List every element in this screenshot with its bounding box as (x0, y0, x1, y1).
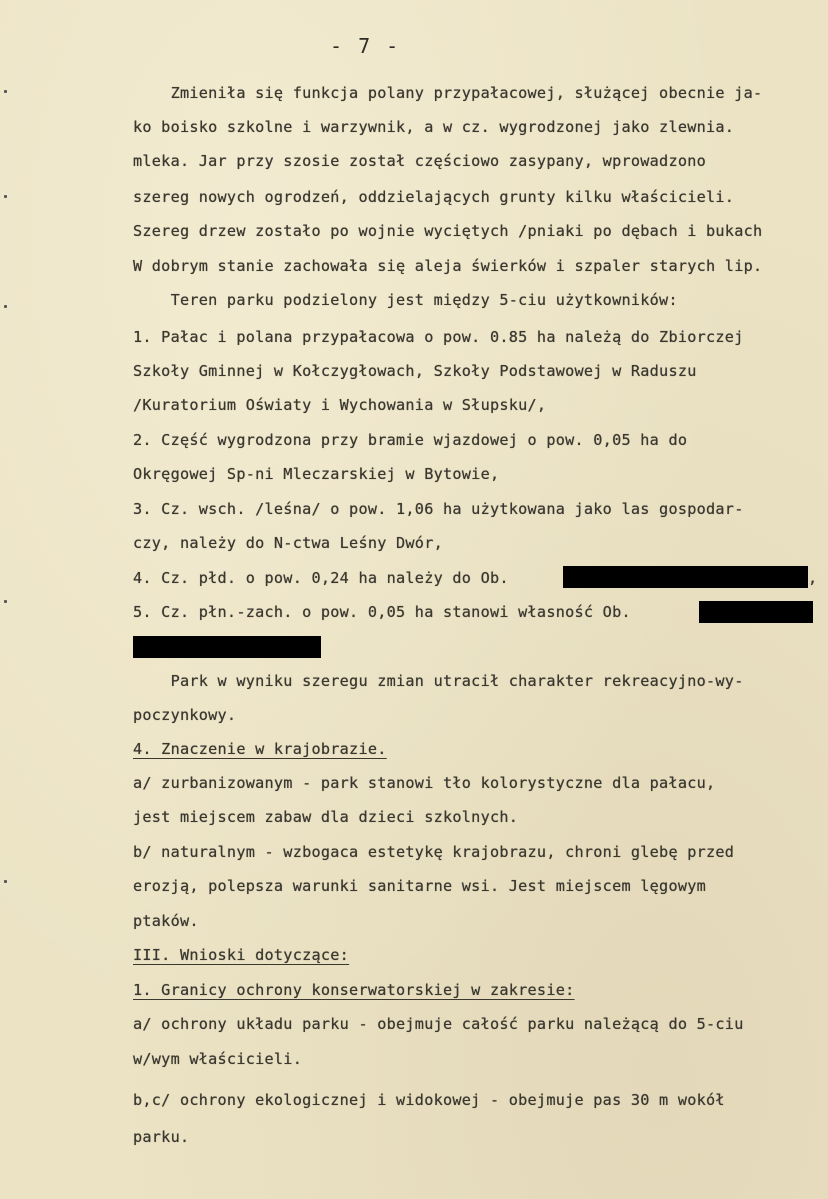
margin-mark (4, 90, 7, 93)
redaction-bar (699, 601, 813, 623)
margin-mark (4, 305, 7, 308)
text-line: ko boisko szkolne i warzywnik, a w cz. wygrodzonej jako zlewnia. (133, 118, 735, 136)
text-line: /Kuratorium Oświaty i Wychowania w Słupsku/, (133, 396, 547, 414)
text-line: a/ zurbanizowanym - park stanowi tło kolorystyczne dla pałacu, (133, 774, 716, 792)
list-item-5: 5. Cz. płn.-zach. o pow. 0,05 ha stanowi własność Ob. (133, 603, 631, 621)
list-item-1: 1. Pałac i polana przypałacowa o pow. 0.85 ha należą do Zbiorczej (133, 328, 744, 346)
list-item-2: 2. Część wygrodzona przy bramie wjazdowej o pow. 0,05 ha do (133, 431, 688, 449)
redaction-bar (563, 566, 808, 588)
text-line: ptaków. (133, 912, 199, 930)
subsection-heading: 1. Granicy ochrony konserwatorskiej w zakresie: (133, 981, 575, 999)
text-line: parku. (133, 1128, 190, 1146)
text-line: jest miejscem zabaw dla dzieci szkolnych. (133, 808, 519, 826)
text-line: Zmieniła się funkcja polany przypałacowej, służącej obecnie ja- (133, 84, 763, 102)
text-line: czy, należy do N-ctwa Leśny Dwór, (133, 534, 443, 552)
margin-mark (4, 600, 7, 603)
margin-mark (4, 195, 7, 198)
list-item-4: 4. Cz. płd. o pow. 0,24 ha należy do Ob. (133, 569, 509, 587)
text-line: w/wym właścicieli. (133, 1050, 303, 1068)
text-line: Szkoły Gminnej w Kołczygłowach, Szkoły Podstawowej w Raduszu (133, 362, 697, 380)
section-heading: 4. Znaczenie w krajobrazie. (133, 740, 387, 758)
text-line: W dobrym stanie zachowała się aleja świerków i szpaler starych lip. (133, 257, 763, 275)
text-line: mleka. Jar przy szosie został częściowo zasypany, wprowadzono (133, 152, 707, 170)
text-line: Okręgowej Sp-ni Mleczarskiej w Bytowie, (133, 465, 500, 483)
text-line: a/ ochrony układu parku - obejmuje całość parku należącą do 5-ciu (133, 1015, 744, 1033)
text-line: poczynkowy. (133, 706, 237, 724)
text-line: erozją, polepsza warunki sanitarne wsi. Jest miejscem lęgowym (133, 877, 707, 895)
text-line: Park w wyniku szeregu zmian utracił charakter rekreacyjno-wy- (133, 672, 744, 690)
list-item-4-suffix: , (808, 569, 818, 587)
text-line: Teren parku podzielony jest między 5-ciu użytkowników: (133, 291, 678, 309)
margin-mark (4, 880, 7, 883)
text-line: Szereg drzew zostało po wojnie wyciętych /pniaki po dębach i bukach (133, 222, 763, 240)
page-number: - 7 - (330, 34, 401, 58)
chapter-heading: III. Wnioski dotyczące: (133, 946, 350, 964)
text-line: szereg nowych ogrodzeń, oddzielających grunty kilku właścicieli. (133, 188, 735, 206)
text-line: b/ naturalnym - wzbogaca estetykę krajobrazu, chroni glebę przed (133, 843, 735, 861)
text-line: b,c/ ochrony ekologicznej i widokowej - obejmuje pas 30 m wokół (133, 1091, 725, 1109)
redaction-bar (133, 636, 321, 658)
list-item-3: 3. Cz. wsch. /leśna/ o pow. 1,06 ha użytkowana jako las gospodar- (133, 500, 744, 518)
